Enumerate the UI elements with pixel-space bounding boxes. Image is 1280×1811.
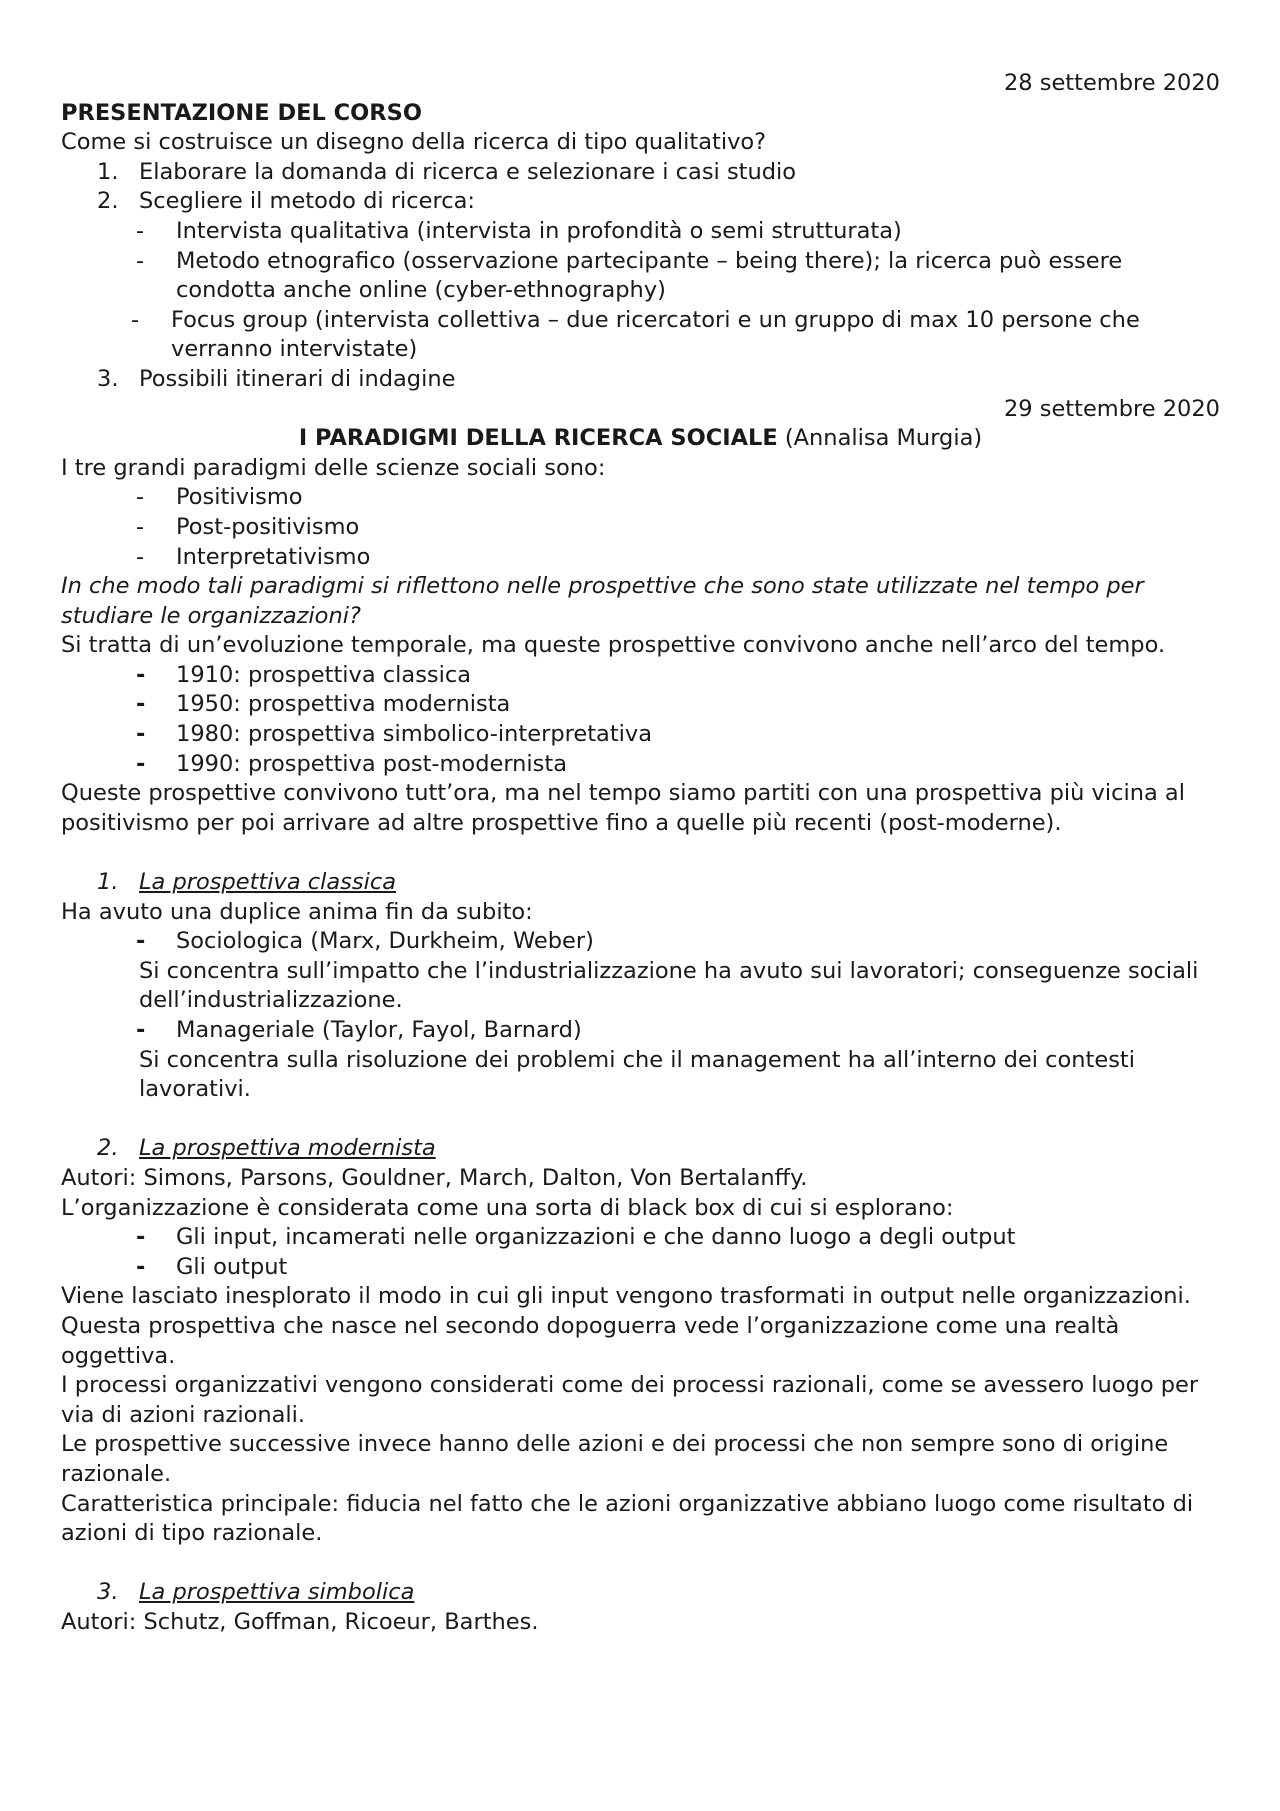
dash-bullet: - [136, 247, 145, 274]
dash-bullet: - [136, 1017, 146, 1043]
question-text: Come si costruisce un disegno della ricerca di tipo qualitativo? [61, 129, 767, 156]
spacer [61, 1549, 1220, 1579]
bullet-text: Gli output [176, 1253, 288, 1280]
bullet-text: Metodo etnografico (osservazione partecipante – being there); la ricerca può essere condotta anche online (cyber-ethnography) [176, 247, 1123, 304]
dash-bullet: - [136, 217, 145, 244]
bullet-text: 1980: prospettiva simbolico-interpretativa [176, 721, 653, 748]
modernista-paragraph: I processi organizzativi vengono considerati come dei processi razionali, come se avessero luogo per via di azioni razionali. [61, 1372, 1199, 1428]
modernista-paragraph: Le prospettive successive invece hanno delle azioni e dei processi che non sempre sono di origine razionale. [61, 1431, 1169, 1487]
list-number: 3. [97, 365, 119, 392]
list-text: Scegliere il metodo di ricerca: [139, 188, 475, 215]
heading-text: La prospettiva classica [139, 869, 397, 896]
list-number: 2. [97, 1135, 119, 1162]
heading-prospettiva-classica [61, 868, 1220, 898]
bullet-text: Post-positivismo [176, 513, 360, 540]
bullet-paradigm [61, 513, 1220, 543]
bullet-text: 1950: prospettiva modernista [176, 691, 511, 718]
section-title-paradigmi [61, 424, 1220, 454]
bullet-text: Manageriale (Taylor, Fayol, Barnard) [176, 1017, 582, 1043]
list-item-step-3 [61, 365, 1220, 395]
list-number: 1. [97, 869, 119, 896]
bullet-timeline [61, 661, 1220, 691]
classica-intro: Ha avuto una duplice anima fin da subito: [61, 898, 533, 925]
bullet-manageriale [61, 1016, 1220, 1046]
modernista-blackbox: L’organizzazione è considerata come una sorta di black box di cui si esplorano: [61, 1194, 954, 1221]
manageriale-desc: Si concentra sulla risoluzione dei problemi che il management ha all’interno dei contesti lavorativi. [139, 1046, 1135, 1103]
bullet-timeline [61, 720, 1220, 750]
bullet-text: 1990: prospettiva post-modernista [176, 750, 568, 777]
dash-bullet: - [136, 513, 145, 540]
list-item-step-1 [61, 158, 1220, 188]
title-bold: I PARADIGMI DELLA RICERCA SOCIALE [298, 425, 778, 452]
bullet-method-focus-group [61, 306, 1220, 365]
list-item-step-2 [61, 187, 1220, 217]
bullet-timeline [61, 750, 1220, 780]
modernista-paragraph: Questa prospettiva che nasce nel secondo dopoguerra vede l’organizzazione come una realtà oggettiva. [61, 1312, 1120, 1369]
spacer [61, 838, 1220, 868]
bullet-timeline [61, 690, 1220, 720]
dash-bullet: - [136, 1224, 146, 1251]
bullet-paradigm [61, 483, 1220, 513]
spacer [61, 1105, 1220, 1135]
bullet-paradigm [61, 543, 1220, 573]
heading-prospettiva-simbolica [61, 1578, 1220, 1608]
modernista-paragraph: Caratteristica principale: fiducia nel fatto che le azioni organizzative abbiano luogo come risultato di azioni di tipo razionale. [61, 1490, 1194, 1547]
bullet-input [61, 1223, 1220, 1253]
dash-bullet: - [136, 484, 145, 511]
heading-text: La prospettiva simbolica [139, 1579, 415, 1606]
section-title-presentazione: PRESENTAZIONE DEL CORSO [61, 99, 422, 126]
bullet-text: Intervista qualitativa (intervista in profondità o semi strutturata) [176, 217, 902, 244]
list-number: 3. [97, 1579, 119, 1606]
italic-question: In che modo tali paradigmi si riflettono nelle prospettive che sono state utilizzate nel tempo per studiare le organizzazioni? [61, 573, 1144, 629]
bullet-text: Sociologica (Marx, Durkheim, Weber) [176, 928, 594, 955]
list-text: Possibili itinerari di indagine [139, 365, 456, 392]
title-author: (Annalisa Murgia) [784, 425, 983, 452]
list-number: 2. [97, 188, 119, 215]
sociologica-desc: Si concentra sull’impatto che l’industrializzazione ha avuto sui lavoratori; conseguenze sociali dell’industrializzazione. [139, 957, 1199, 1014]
bullet-output [61, 1253, 1220, 1283]
simbolica-authors: Autori: Schutz, Goffman, Ricoeur, Barthes. [61, 1608, 539, 1635]
paradigms-intro: I tre grandi paradigmi delle scienze sociali sono: [61, 454, 606, 481]
evolution-text: Si tratta di un’evoluzione temporale, ma queste prospettive convivono anche nell’arco del tempo. [61, 632, 1166, 659]
coexist-text: Queste prospettive convivono tutt’ora, ma nel tempo siamo partiti con una prospettiva più vicina al positivismo per poi arrivare ad altre prospettive fino a quelle più recenti (post-moderne). [61, 780, 1185, 836]
list-number: 1. [97, 158, 119, 185]
dash-bullet: - [136, 1253, 146, 1280]
dash-bullet: - [136, 691, 146, 718]
heading-text: La prospettiva modernista [139, 1135, 436, 1162]
heading-prospettiva-modernista [61, 1134, 1220, 1164]
bullet-sociologica [61, 927, 1220, 957]
modernista-paragraph: Viene lasciato inesplorato il modo in cui gli input vengono trasformati in output nelle organizzazioni. [61, 1283, 1191, 1310]
bullet-text: Focus group (intervista collettiva – due ricercatori e un gruppo di max 10 persone che verranno intervistate) [171, 306, 1140, 363]
list-text: Elaborare la domanda di ricerca e selezionare i casi studio [139, 158, 797, 185]
date-28-sept: 28 settembre 2020 [1003, 70, 1220, 96]
bullet-method-ethnographic [61, 247, 1220, 306]
date-29-sept: 29 settembre 2020 [1003, 395, 1220, 422]
modernista-authors: Autori: Simons, Parsons, Gouldner, March, Dalton, Von Bertalanffy. [61, 1164, 808, 1191]
dash-bullet: - [136, 661, 146, 688]
bullet-text: 1910: prospettiva classica [176, 661, 472, 688]
dash-bullet: - [131, 306, 140, 333]
dash-bullet: - [136, 543, 145, 570]
bullet-text: Positivismo [176, 484, 303, 511]
bullet-text: Gli input, incamerati nelle organizzazioni e che danno luogo a degli output [176, 1224, 1016, 1251]
bullet-method-interview [61, 217, 1220, 247]
dash-bullet: - [136, 750, 146, 777]
dash-bullet: - [136, 928, 146, 955]
dash-bullet: - [136, 721, 146, 748]
bullet-text: Interpretativismo [176, 543, 371, 570]
